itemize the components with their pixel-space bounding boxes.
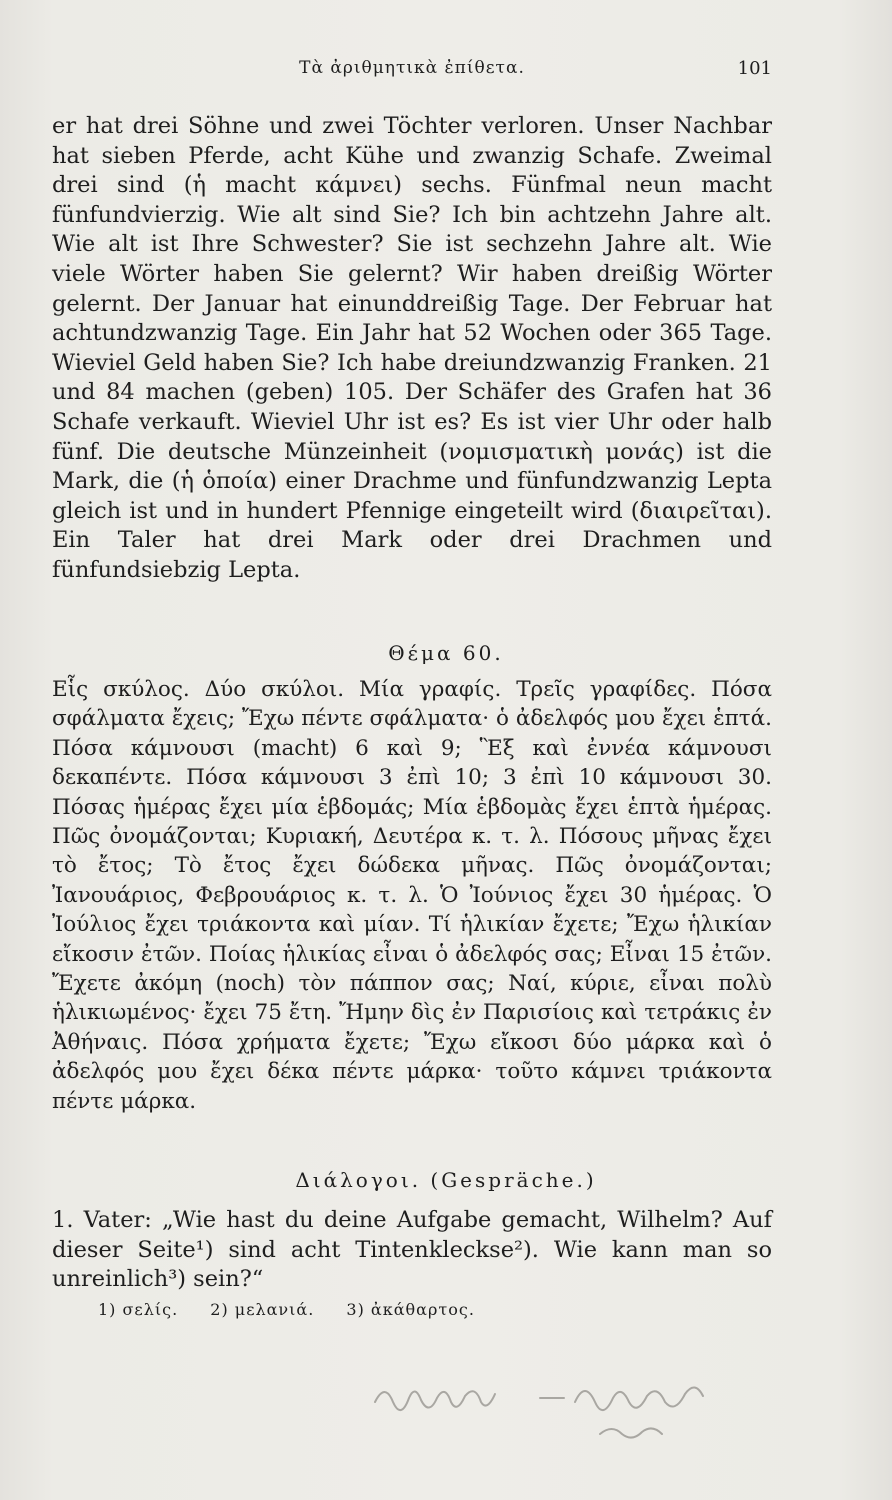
- footnotes: [98, 1300, 501, 1319]
- pencil-annotation: [370, 1372, 830, 1452]
- running-head-title: Τὰ ἀριθμητικὰ ἐπίθετα.: [299, 58, 525, 78]
- footnote-2: 2) μελανιά.: [210, 1300, 315, 1319]
- running-head: [52, 58, 772, 86]
- german-paragraph: er hat drei Söhne und zwei Töchter verloren. Unser Nachbar hat sieben Pferde, acht Kühe und zwanzig Schafe. Zweimal drei sind (ἡ macht κάμνει) sechs. Fünfmal neun macht fünfundvierzig. Wie alt sind Sie? Ich bin achtzehn Jahre alt. Wie alt ist Ihre Schwester? Sie ist sechzehn Jahre alt. Wie viele Wörter haben Sie gelernt? Wir haben dreißig Wörter gelernt. Der Januar hat einunddreißig Tage. Der Februar hat achtundzwanzig Tage. Ein Jahr hat 52 Wochen oder 365 Tage. Wieviel Geld haben Sie? Ich habe dreiundzwanzig Franken. 21 und 84 machen (geben) 105. Der Schäfer des Grafen hat 36 Schafe verkauft. Wieviel Uhr ist es? Es ist vier Uhr oder halb fünf. Die deutsche Münzeinheit (νομισματικὴ μονάς) ist die Mark, die (ἡ ὁποία) einer Drachme und fünfundzwanzig Lepta gleich ist und in hundert Pfennige eingeteilt wird (διαιρεῖται). Ein Taler hat drei Mark oder drei Drachmen und fünfundsiebzig Lepta.: [52, 113, 772, 583]
- page-number: 101: [737, 58, 772, 79]
- greek-paragraph: Εἷς σκύλος. Δύο σκύλοι. Μία γραφίς. Τρεῖς γραφίδες. Πόσα σφάλματα ἔχεις; Ἔχω πέντε σφάλματα· ὁ ἀδελφός μου ἔχει ἑπτά. Πόσα κάμνουσι (macht) 6 καὶ 9; Ἓξ καὶ ἐννέα κάμνουσι δεκαπέντε. Πόσα κάμνουσι 3 ἐπὶ 10; 3 ἐπὶ 10 κάμνουσι 30. Πόσας ἡμέρας ἔχει μία ἑβδομάς; Μία ἑβδομὰς ἔχει ἑπτὰ ἡμέρας. Πῶς ὀνομάζονται; Κυριακή, Δευτέρα κ. τ. λ. Πόσους μῆνας ἔχει τὸ ἔτος; Τὸ ἔτος ἔχει δώδεκα μῆνας. Πῶς ὀνομάζονται; Ἰανουάριος, Φεβρουάριος κ. τ. λ. Ὁ Ἰούνιος ἔχει 30 ἡμέρας. Ὁ Ἰούλιος ἔχει τριάκοντα καὶ μίαν. Τί ἡλικίαν ἔχετε; Ἔχω ἡλικίαν εἴκοσιν ἐτῶν. Ποίας ἡλικίας εἶναι ὁ ἀδελφός σας; Εἶναι 15 ἐτῶν. Ἔχετε ἀκόμη (noch) τὸν πάππον σας; Ναί, κύριε, εἶναι πολὺ ἡλικιωμένος· ἔχει 75 ἔτη. Ἤμην δὶς ἐν Παρισίοις καὶ τετράκις ἐν Ἀθήναις. Πόσα χρήματα ἔχετε; Ἔχω εἴκοσι δύο μάρκα καὶ ὁ ἀδελφός μου ἔχει δέκα πέντε μάρκα· τοῦτο κάμνει τριάκοντα πέντε μάρκα.: [52, 677, 772, 1114]
- dialogue-paragraph: 1. Vater: „Wie hast du deine Aufgabe gemacht, Wilhelm? Auf dieser Seite¹) sind acht Tintenkleckse²). Wie kann man so unreinlich³) sein?“: [52, 1207, 772, 1293]
- dialogue-heading: Διάλογοι. (Gespräche.): [295, 1168, 597, 1192]
- exercise-heading: Θέμα 60.: [388, 641, 504, 665]
- footnote-1: 1) σελίς.: [98, 1300, 179, 1319]
- footnote-3: 3) ἀκάθαρτος.: [346, 1300, 475, 1319]
